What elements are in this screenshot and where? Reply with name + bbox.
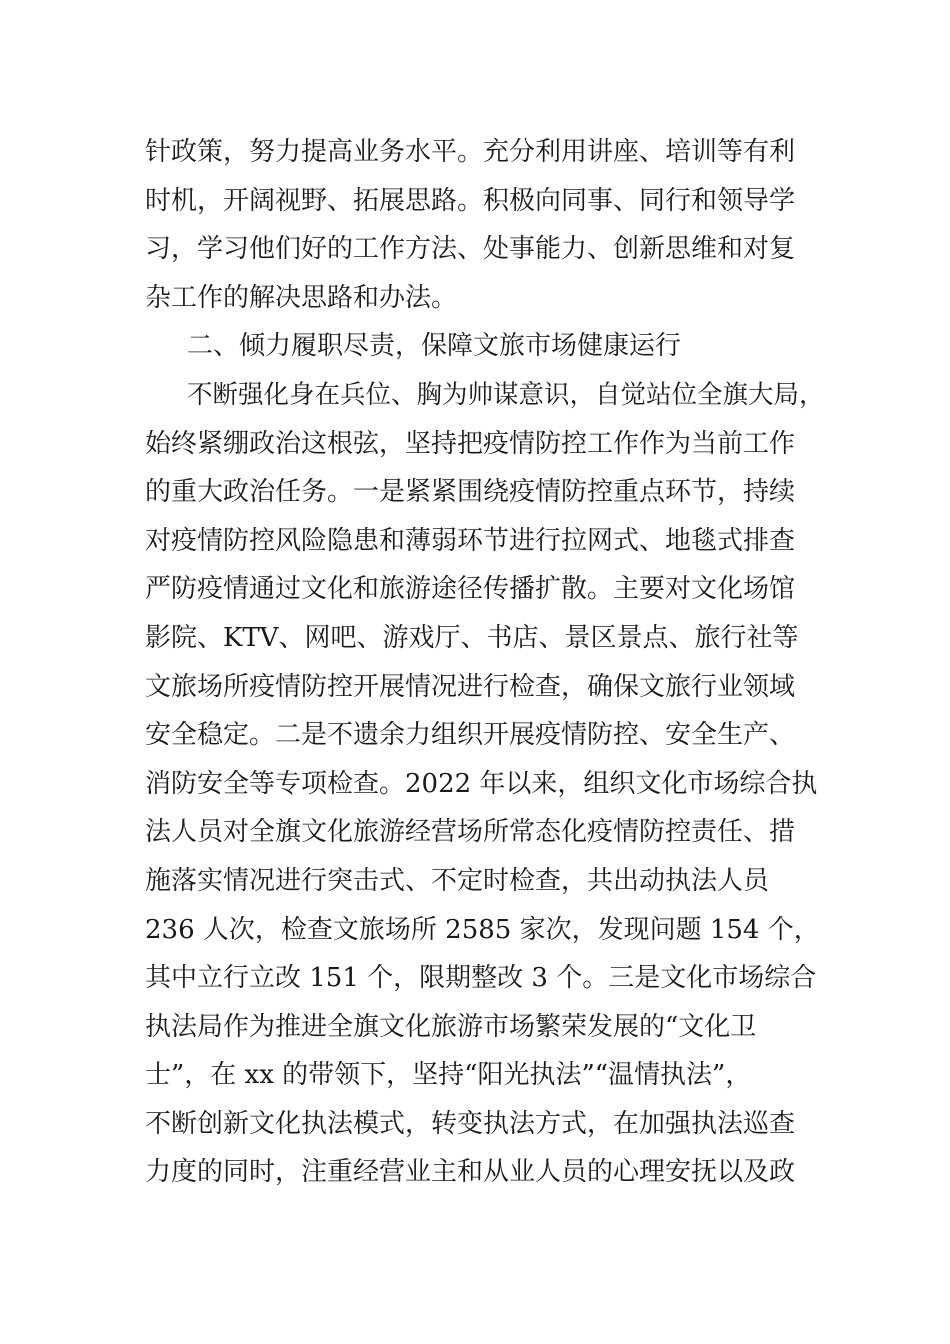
text-line: 安全稳定。二是不遗余力组织开展疫情防控、安全生产、: [145, 720, 796, 751]
text-line: 时机，开阔视野、拓展思路。积极向同事、同行和领导学: [145, 185, 796, 216]
text-line: 力度的同时，注重经营业主和从业人员的心理安抚以及政: [145, 1157, 796, 1188]
text-line: 消防安全等专项检查。2022 年以来，组织文化市场综合执: [145, 768, 818, 799]
text-line: 习，学习他们好的工作方法、处事能力、创新思维和对复: [145, 234, 796, 265]
text-line: 不断创新文化执法模式，转变执法方式，在加强执法巡查: [145, 1108, 796, 1139]
text-line: 文旅场所疫情防控开展情况进行检查，确保文旅行业领域: [145, 671, 796, 702]
text-line: 杂工作的解决思路和办法。: [145, 282, 458, 313]
text-line: 的重大政治任务。一是紧紧围绕疫情防控重点环节，持续: [145, 477, 796, 508]
text-line: 始终紧绷政治这根弦，坚持把疫情防控工作作为当前工作: [145, 428, 796, 459]
text-line: 二、倾力履职尽责，保障文旅市场健康运行: [187, 331, 682, 362]
text-line: 236 人次，检查文旅场所 2585 家次，发现问题 154 个，: [145, 914, 820, 945]
text-line: 不断强化身在兵位、胸为帅谋意识，自觉站位全旗大局，: [187, 379, 825, 410]
text-line: 执法局作为推进全旗文化旅游市场繁荣发展的“文化卫: [145, 1011, 757, 1042]
text-line: 对疫情防控风险隐患和薄弱环节进行拉网式、地毯式排查: [145, 525, 796, 556]
text-line: 影院、KTV、网吧、游戏厅、书店、景区景点、旅行社等: [145, 622, 799, 653]
text-line: 其中立行立改 151 个，限期整改 3 个。三是文化市场综合: [145, 963, 817, 994]
text-line: 施落实情况进行突击式、不定时检查，共出动执法人员: [145, 865, 770, 896]
document-body: [145, 128, 835, 1197]
text-line: 士”，在 xx 的带领下，坚持“阳光执法”“温情执法”，: [145, 1060, 752, 1091]
text-line: 针政策，努力提高业务水平。充分利用讲座、培训等有利: [145, 137, 796, 167]
text-line: 法人员对全旗文化旅游经营场所常态化疫情防控责任、措: [145, 817, 796, 848]
text-line: 严防疫情通过文化和旅游途径传播扩散。主要对文化场馆: [145, 574, 796, 605]
